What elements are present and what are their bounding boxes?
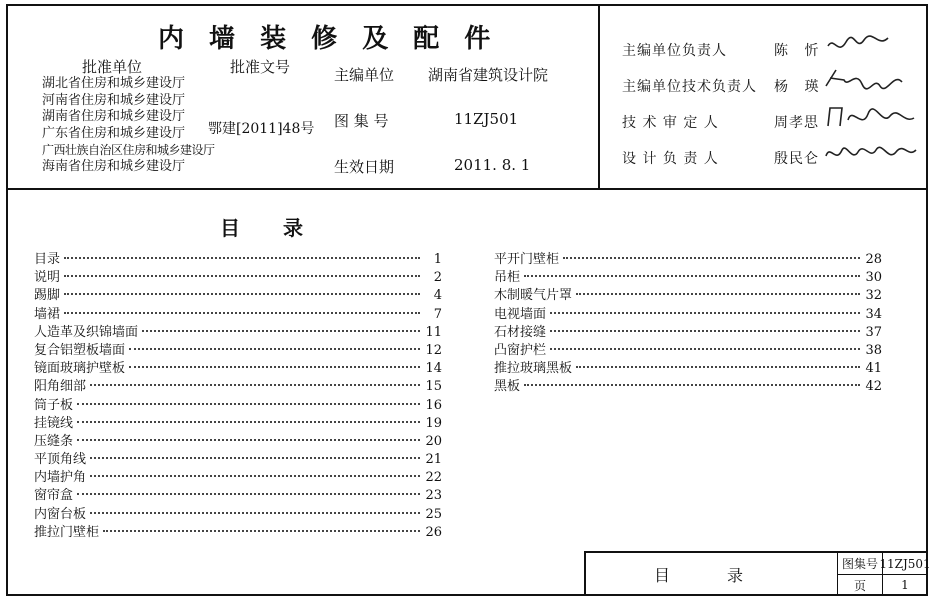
signature-name: 殷民仑 [774, 151, 819, 167]
toc-entry-label: 推拉玻璃黑板 [494, 361, 573, 377]
atlas-no-label: 图 集 号 [334, 112, 389, 130]
toc-entry-label: 人造革及织锦墙面 [34, 324, 139, 340]
toc-entry-label: 平顶角线 [34, 452, 87, 468]
handwritten-signature [822, 30, 922, 60]
toc-entry-page: 4 [433, 288, 442, 304]
drawing-sheet [6, 4, 931, 596]
editor-unit-label: 主编单位 [334, 66, 395, 84]
toc-entry[interactable] [34, 266, 442, 284]
handwritten-signature [822, 138, 922, 168]
signature-name: 陈 忻 [774, 43, 825, 59]
toc-entry[interactable] [34, 339, 442, 357]
leader-dots [90, 384, 420, 386]
toc-entry-page: 14 [425, 361, 442, 377]
toc-entry[interactable] [34, 430, 442, 448]
toc-entry-label: 说明 [34, 270, 61, 286]
toc-entry[interactable] [34, 284, 442, 302]
leader-dots [64, 257, 420, 259]
toc-entry[interactable] [34, 303, 442, 321]
leader-dots [103, 530, 420, 532]
toc-entry[interactable] [494, 266, 882, 284]
effective-date-value: 2011. 8. 1 [454, 156, 531, 174]
toc-entry-page: 28 [865, 252, 882, 267]
toc-entry-page: 20 [425, 433, 442, 449]
toc-entry-page: 32 [865, 288, 882, 304]
toc-entry-label: 平开门壁柜 [494, 252, 560, 267]
signature-role: 设 计 负 责 人 [622, 151, 719, 167]
effective-date-label: 生效日期 [334, 158, 395, 176]
leader-dots [576, 293, 860, 295]
toc-entry-page: 12 [425, 342, 442, 358]
toc-entry-label: 内窗台板 [34, 506, 87, 522]
toc-entry-page: 22 [425, 470, 442, 486]
leader-dots [90, 512, 420, 514]
toc-entry[interactable] [34, 503, 442, 521]
toc-entry-page: 7 [433, 306, 442, 322]
signature-role: 主编单位技术负责人 [622, 79, 757, 95]
toc-entry-label: 石材接缝 [494, 324, 547, 340]
toc-entry[interactable] [34, 375, 442, 393]
toc-entry-label: 压缝条 [34, 433, 74, 449]
toc-entry-label: 窗帘盒 [34, 488, 74, 504]
toc-entry-page: 30 [865, 270, 882, 286]
approval-unit: 湖北省住房和城乡建设厅 [42, 76, 186, 91]
approval-unit: 湖南省住房和城乡建设厅 [42, 109, 186, 124]
toc-entry[interactable] [494, 303, 882, 321]
leader-dots [142, 330, 420, 332]
handwritten-signature [822, 102, 922, 132]
toc-entry[interactable] [494, 284, 882, 302]
toc-entry-label: 墙裙 [34, 306, 61, 322]
signature-panel [598, 6, 926, 188]
toc-entry-page: 37 [865, 324, 882, 340]
toc-entry-page: 11 [425, 324, 442, 340]
atlas-no-value: 11ZJ501 [454, 110, 519, 128]
leader-dots [90, 457, 420, 459]
page-title: 内 墙 装 修 及 配 件 [158, 24, 499, 54]
toc-entry[interactable] [494, 321, 882, 339]
toc-entry-page: 16 [425, 397, 442, 413]
toc-entry-page: 15 [425, 379, 442, 395]
toc-entry-label: 筒子板 [34, 397, 74, 413]
toc-entry-label: 阳角细部 [34, 379, 87, 395]
toc-entry[interactable] [494, 339, 882, 357]
handwritten-signature [822, 66, 922, 96]
leader-dots [77, 403, 420, 405]
leader-dots [576, 366, 860, 368]
leader-dots [77, 493, 420, 495]
toc-entry-page: 19 [425, 415, 442, 431]
leader-dots [90, 475, 420, 477]
approval-unit: 广西壮族自治区住房和城乡建设厅 [42, 143, 215, 157]
signature-name: 周孝思 [774, 115, 819, 131]
page-number: 1 [901, 578, 909, 592]
doc-no-value: 鄂建[2011]48号 [208, 121, 315, 137]
leader-dots [550, 348, 860, 350]
toc-entry[interactable] [34, 466, 442, 484]
toc-entry-label: 内墙护角 [34, 470, 87, 486]
toc-entry-page: 1 [433, 252, 442, 267]
toc-column-right [494, 248, 882, 394]
title-block [584, 551, 931, 596]
leader-dots [129, 366, 420, 368]
toc-entry[interactable] [494, 357, 882, 375]
leader-dots [77, 439, 420, 441]
leader-dots [129, 348, 420, 350]
leader-dots [77, 421, 420, 423]
toc-column-left [34, 248, 442, 539]
leader-dots [550, 330, 860, 332]
toc-entry[interactable] [34, 521, 442, 539]
toc-entry[interactable] [34, 321, 442, 339]
toc-entry-label: 电视墙面 [494, 306, 547, 322]
approval-unit-list [42, 76, 215, 175]
toc-entry[interactable] [34, 448, 442, 466]
leader-dots [524, 275, 860, 277]
approval-unit: 广东省住房和城乡建设厅 [42, 125, 186, 141]
leader-dots [64, 275, 420, 277]
toc-entry-page: 2 [433, 270, 442, 286]
toc-entry-label: 吊柜 [494, 270, 521, 286]
approval-unit-label: 批准单位 [82, 58, 143, 76]
signature-name: 杨 瑛 [774, 79, 825, 95]
toc-entry-page: 26 [425, 524, 442, 540]
toc-title: 目 录 [220, 216, 321, 240]
toc-entry-label: 挂镜线 [34, 415, 74, 431]
toc-entry-label: 木制暖气片罩 [494, 288, 573, 304]
toc-entry-page: 38 [865, 342, 882, 358]
toc-entry[interactable] [34, 394, 442, 412]
toc-entry-page: 34 [865, 306, 882, 322]
toc-entry[interactable] [34, 412, 442, 430]
leader-dots [64, 293, 420, 295]
leader-dots [563, 257, 860, 259]
toc-entry-page: 23 [425, 488, 442, 504]
doc-no-label: 批准文号 [230, 58, 291, 76]
toc-entry-page: 21 [425, 452, 442, 468]
editor-unit-value: 湖南省建筑设计院 [428, 66, 549, 84]
toc-entry-label: 黑板 [494, 379, 521, 395]
page-label: 页 [853, 578, 866, 593]
toc-entry-label: 复合铝塑板墙面 [34, 342, 126, 358]
approval-unit: 海南省住房和城乡建设厅 [42, 158, 186, 174]
toc-entry-page: 41 [865, 361, 882, 377]
header-block [8, 6, 926, 190]
toc-entry-label: 目录 [34, 252, 61, 267]
toc-entry-label: 镜面玻璃护壁板 [34, 361, 126, 377]
toc-entry[interactable] [494, 375, 882, 393]
title-block-name: 目 录 [586, 553, 838, 596]
signature-role: 主编单位负责人 [622, 43, 727, 59]
toc-entry[interactable] [34, 248, 442, 266]
toc-entry-page: 42 [865, 379, 882, 395]
signature-role: 技 术 审 定 人 [622, 115, 719, 131]
approval-panel [8, 6, 598, 188]
toc-entry-label: 凸窗护栏 [494, 342, 547, 358]
toc-entry[interactable] [494, 248, 882, 266]
toc-entry-page: 25 [425, 506, 442, 522]
approval-unit: 河南省住房和城乡建设厅 [42, 92, 186, 108]
atlas-no-value: 11ZJ501 [879, 556, 931, 571]
toc-entry-label: 推拉门壁柜 [34, 524, 100, 540]
toc-entry-label: 踢脚 [34, 288, 61, 304]
toc-entry[interactable] [34, 484, 442, 502]
leader-dots [550, 312, 860, 314]
toc-entry[interactable] [34, 357, 442, 375]
atlas-no-label: 图集号 [841, 557, 878, 571]
leader-dots [524, 384, 860, 386]
leader-dots [64, 312, 420, 314]
